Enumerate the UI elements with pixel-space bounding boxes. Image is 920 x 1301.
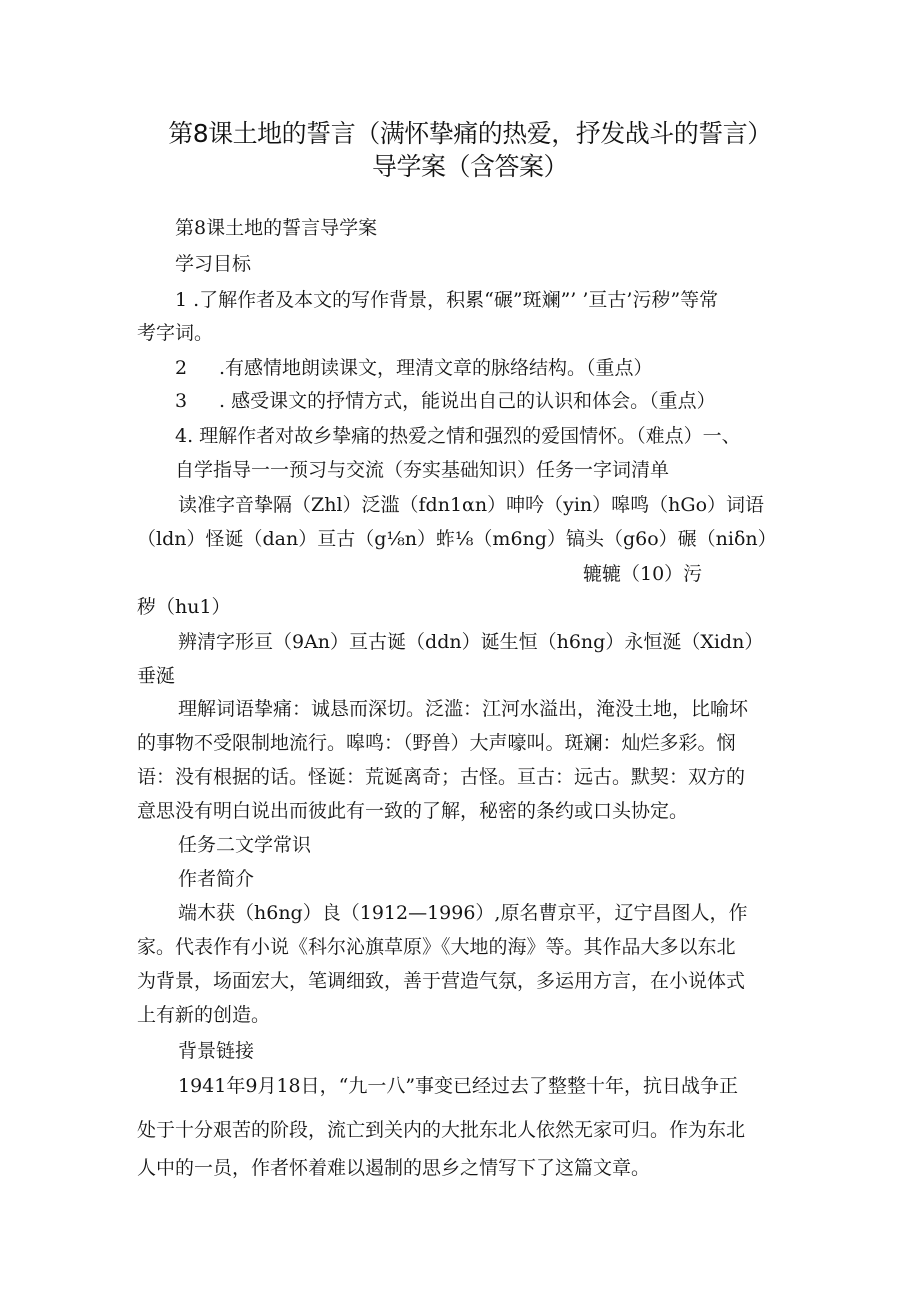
shape-line-2: 垂涎 [137,665,176,687]
shape-line-1: 辨清字形亘（9An）亘古诞（ddn）诞生恒（h6ng）永恒涎（Xidn） [178,631,764,653]
author-line-4: 上有新的创造。 [137,1004,271,1026]
objective-3-text: . 感受课文的抒情方式，能说出自己的认识和体会。（重点） [219,390,716,412]
pronunciation-line-2: （ldn）怪诞（dan）亘古（g⅛n）蚱⅛（m6ng）镐头（g6o）碾（niδn） [137,528,777,550]
document-title-line-2: 导学案（含答案） [371,152,568,181]
background-line-1: 1941年9月18日，“九一八”事变已经过去了整整十年，抗日战争正 [178,1075,739,1097]
pronunciation-line-4: 秽（hu1） [137,596,231,618]
pronunciation-line-3: 辘辘（10）污 [583,563,703,585]
objective-1-line-2: 考字词。 [137,322,214,344]
objective-1-line-1: 1 .了解作者及本文的写作背景，积累“碾”斑斓”’ ’亘古’污秽”等常 [175,289,719,311]
background-line-2: 处于十分艰苦的阶段，流亡到关内的大批东北人依然无家可归。作为东北 [137,1119,746,1141]
author-heading: 作者简介 [178,868,255,890]
background-line-3: 人中的一员，作者怀着难以遏制的思乡之情写下了这篇文章。 [137,1157,651,1179]
author-line-3: 为背景，场面宏大，笔调细致，善于营造气氛，多运用方言，在小说体式 [137,970,746,992]
vocabulary-line-2: 的事物不受限制地流行。嗥鸣：（野兽）大声嚎叫。斑斓：灿烂多彩。悯 [137,732,736,754]
task-2-heading: 任务二文学常识 [178,834,312,856]
vocabulary-line-4: 意思没有明白说出而彼此有一致的了解，秘密的条约或口头协定。 [137,800,689,822]
vocabulary-line-3: 语：没有根据的话。怪诞：荒诞离奇；古怪。亘古：远古。默契：双方的 [137,766,746,788]
author-line-1: 端木获（h6ng）良（1912—1996）,原名曹京平，辽宁昌图人，作 [178,902,748,924]
objective-3-number: 3 [175,390,188,412]
document-title-line-1: 第8课土地的誓言（满怀挚痛的热爱，抒发战斗的誓言） [168,119,772,148]
objectives-heading: 学习目标 [175,253,252,275]
objective-4-line-1: 4. 理解作者对故乡挚痛的热爱之情和强烈的爱国情怀。（难点）一、 [175,425,741,447]
objective-2-text: .有感情地朗读课文，理清文章的脉络结构。（重点） [219,357,653,379]
author-line-2: 家。代表作有小说《科尔沁旗草原》《大地的海》等。其作品大多以东北 [137,936,736,958]
pronunciation-line-1: 读准字音挚隔（Zhl）泛滥（fdn1αn）呻吟（yin）嗥鸣（hGo）词语 [178,494,765,516]
vocabulary-line-1: 理解词语挚痛：诚恳而深切。泛滥：江河水溢出，淹没土地，比喻坏 [178,698,749,720]
subtitle: 第8课土地的誓言导学案 [175,217,378,239]
objective-2 [175,356,653,380]
background-heading: 背景链接 [178,1040,255,1062]
objective-4-line-2: 自学指导一一预习与交流（夯实基础知识）任务一字词清单 [175,459,670,481]
objective-2-number: 2 [175,357,188,379]
objective-3 [175,389,716,413]
